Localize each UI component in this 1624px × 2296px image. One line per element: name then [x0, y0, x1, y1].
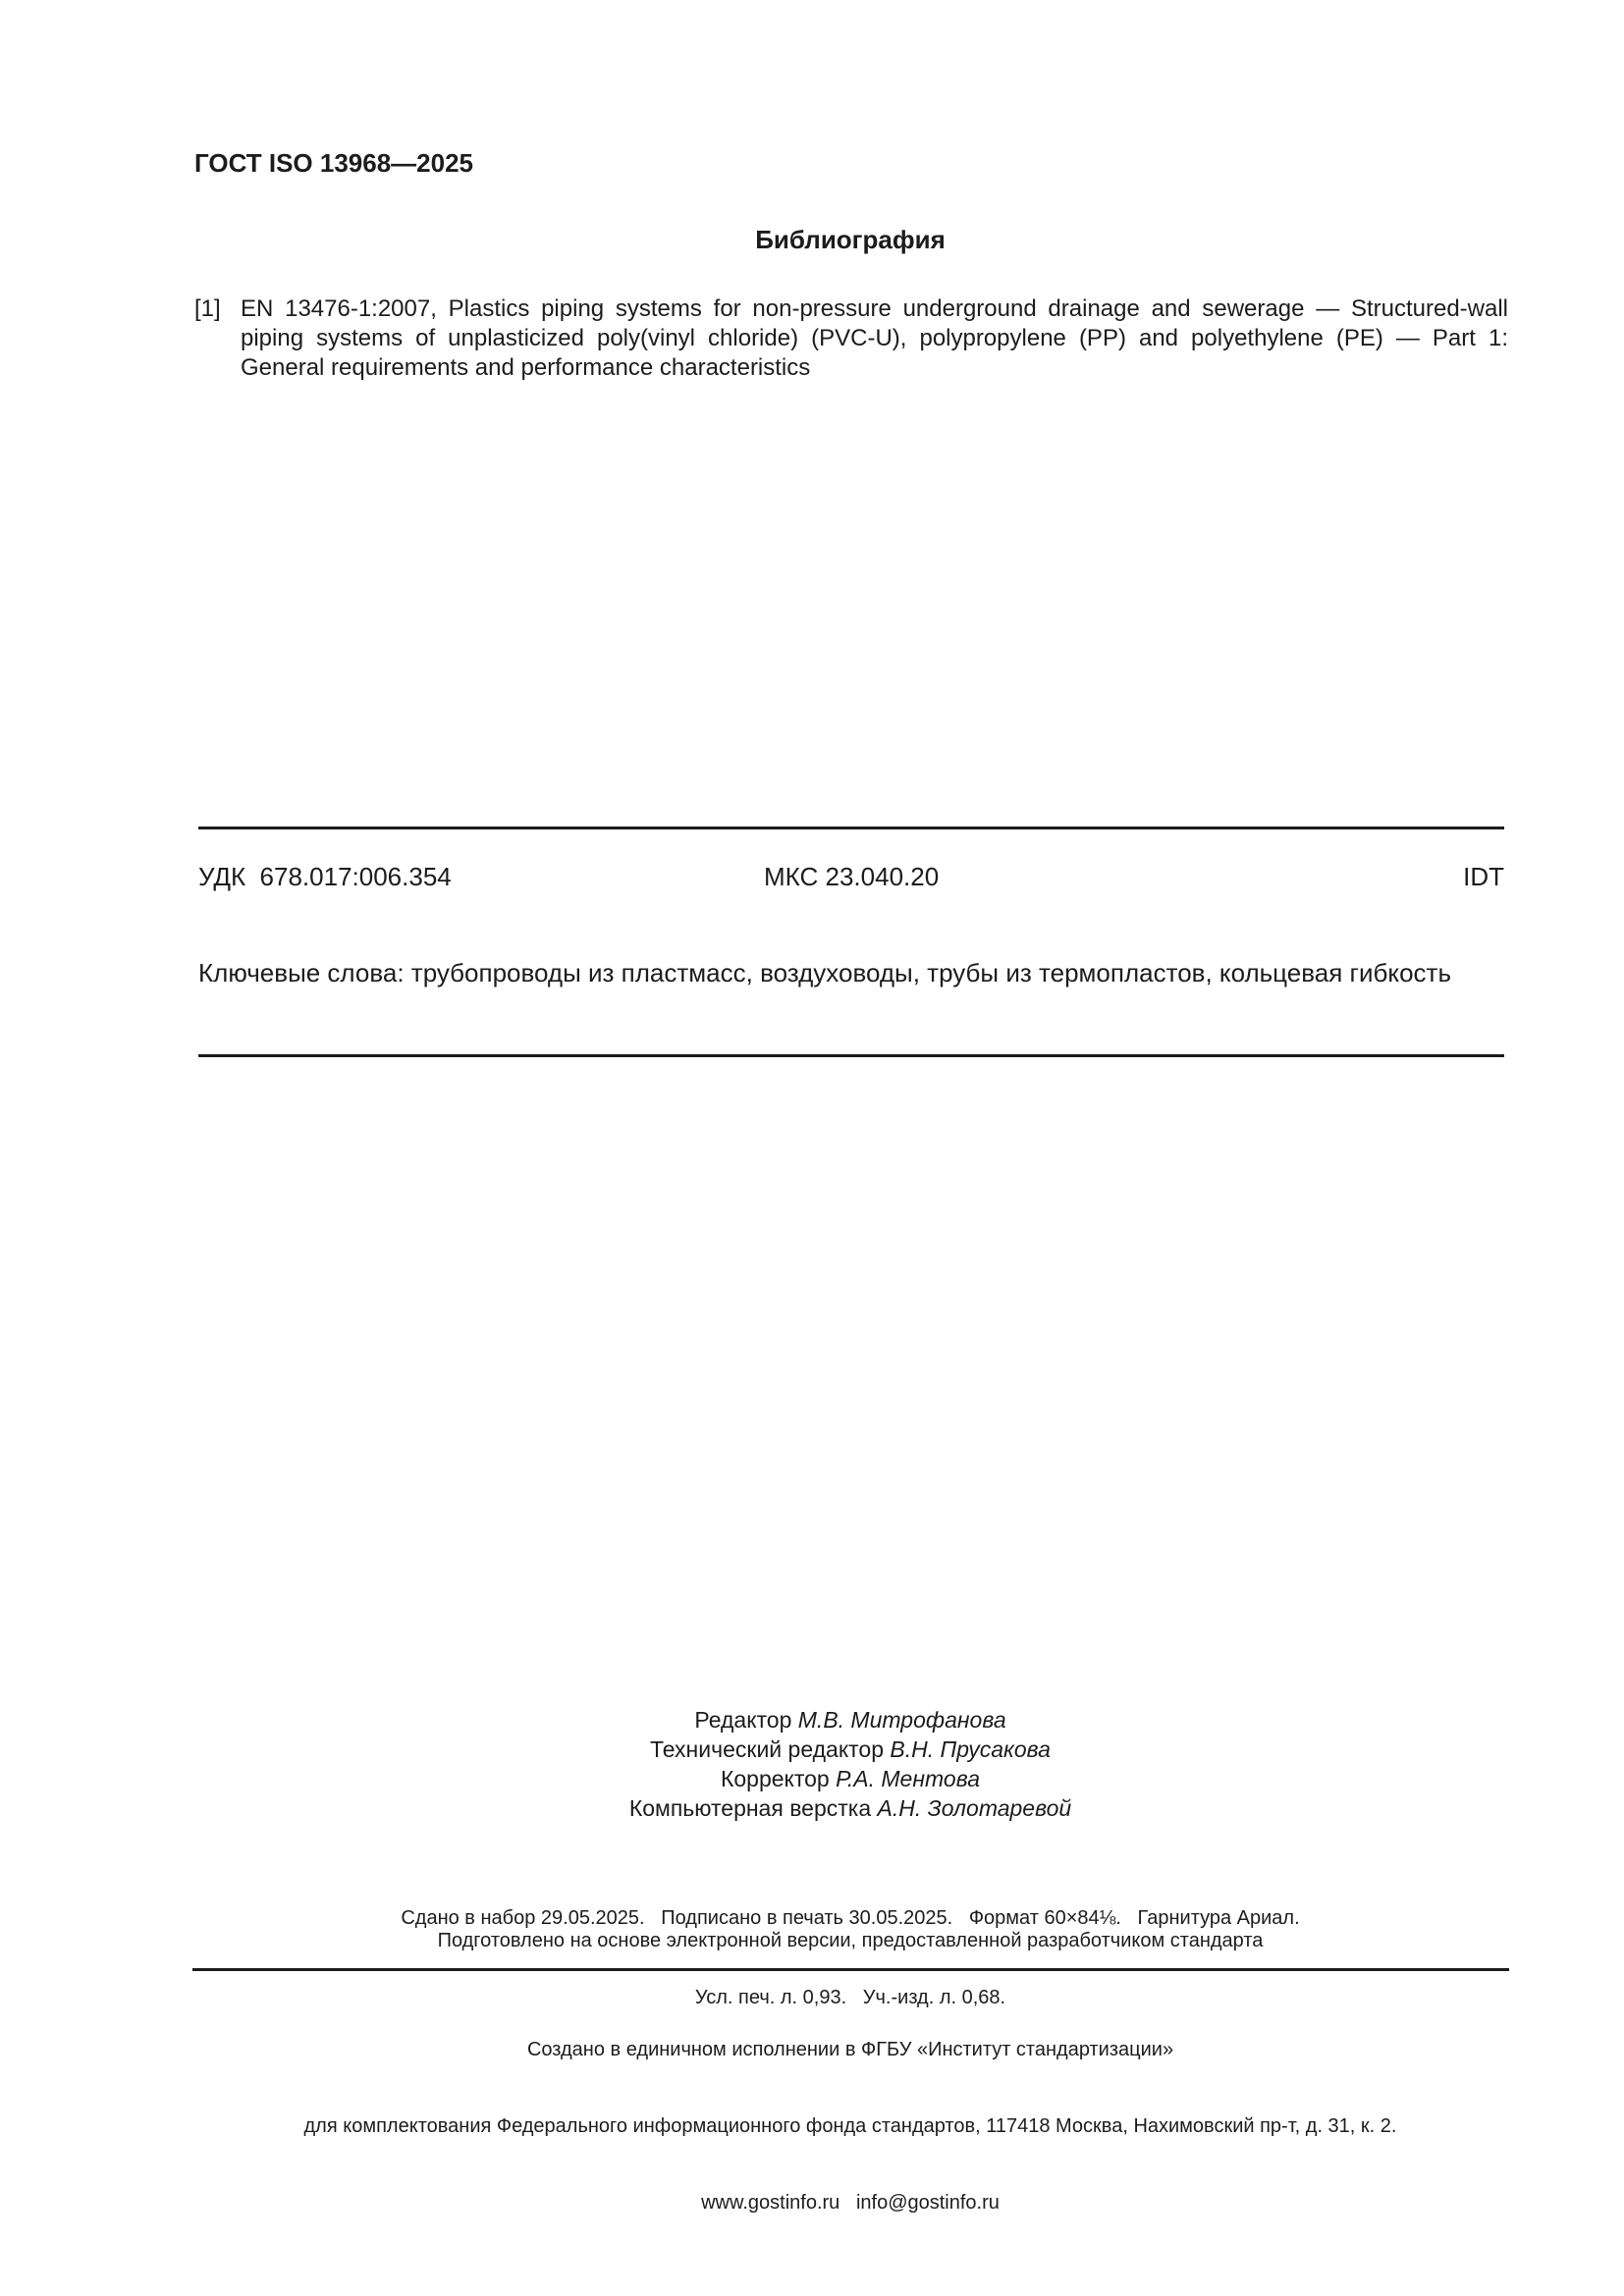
- bibliography-entry: [194, 294, 1508, 383]
- publisher-website-link[interactable]: www.gostinfo.ru: [701, 2192, 840, 2214]
- credit-role: Корректор: [720, 1766, 830, 1791]
- divider-bottom: [198, 1054, 1504, 1057]
- bibliography-list: [194, 294, 1508, 383]
- credit-role: Редактор: [694, 1707, 792, 1733]
- keywords: Ключевые слова: трубопроводы из пластмасс, воздуховоды, трубы из термопластов, кольцевая гибкость: [198, 958, 1452, 988]
- credit-proofreader: [0, 1764, 1624, 1793]
- credit-name: М.В. Митрофанова: [797, 1707, 1006, 1733]
- bibliography-entry-number: [1]: [194, 295, 221, 322]
- credits-block: [0, 1705, 1624, 1823]
- publisher-line-1: Создано в единичном исполнении в ФГБУ «Институт стандартизации»: [526, 2039, 1174, 2060]
- publisher-email-link[interactable]: info@gostinfo.ru: [855, 2192, 1000, 2214]
- publisher-contacts: [0, 2190, 1624, 2216]
- credit-technical-editor: [0, 1735, 1624, 1764]
- divider-top: [198, 827, 1504, 829]
- credit-name: В.Н. Прусакова: [890, 1736, 1051, 1762]
- credit-role: Технический редактор: [650, 1736, 885, 1762]
- credit-editor: [0, 1705, 1624, 1735]
- publisher-block: [0, 1986, 1624, 2241]
- credit-name: Р.А. Ментова: [836, 1766, 980, 1791]
- equivalence-degree: IDT: [1463, 862, 1504, 891]
- print-info-line-2: Усл. печ. л. 0,93. Уч.-изд. л. 0,68.: [694, 1987, 1006, 2008]
- divider-footer: [192, 1968, 1509, 1971]
- prepared-note: Подготовлено на основе электронной версии, предоставленной разработчиком стандарта: [437, 1930, 1264, 1951]
- credit-role: Компьютерная верстка: [628, 1795, 872, 1821]
- bibliography-entry-text: EN 13476-1:2007, Plastics piping systems for non-pressure underground drainage and sewerage — Structured-wall piping systems of unplasticized poly(vinyl chloride) (PVC-U), polypropylene (PP) and polyethylene (PE) — Part 1: General requirements and performance characteristics: [241, 295, 1508, 381]
- publisher-line-2: для комплектования Федерального информационного фонда стандартов, 117418 Москва, Нахимовский пр-т, д. 31, к. 2.: [303, 2115, 1397, 2137]
- udk-code: УДК 678.017:006.354: [198, 862, 452, 891]
- credit-layout: [0, 1793, 1624, 1823]
- document-code: ГОСТ ISO 13968—2025: [194, 148, 474, 178]
- mks-code: МКС 23.040.20: [764, 862, 940, 891]
- print-info-line-1: Сдано в набор 29.05.2025. Подписано в печать 30.05.2025. Формат 60×84⅛. Гарнитура Ариал.: [401, 1907, 1300, 1929]
- credit-name: А.Н. Золотаревой: [877, 1795, 1072, 1821]
- bibliography-title: Библиография: [755, 225, 946, 254]
- classification-row: [198, 860, 1504, 893]
